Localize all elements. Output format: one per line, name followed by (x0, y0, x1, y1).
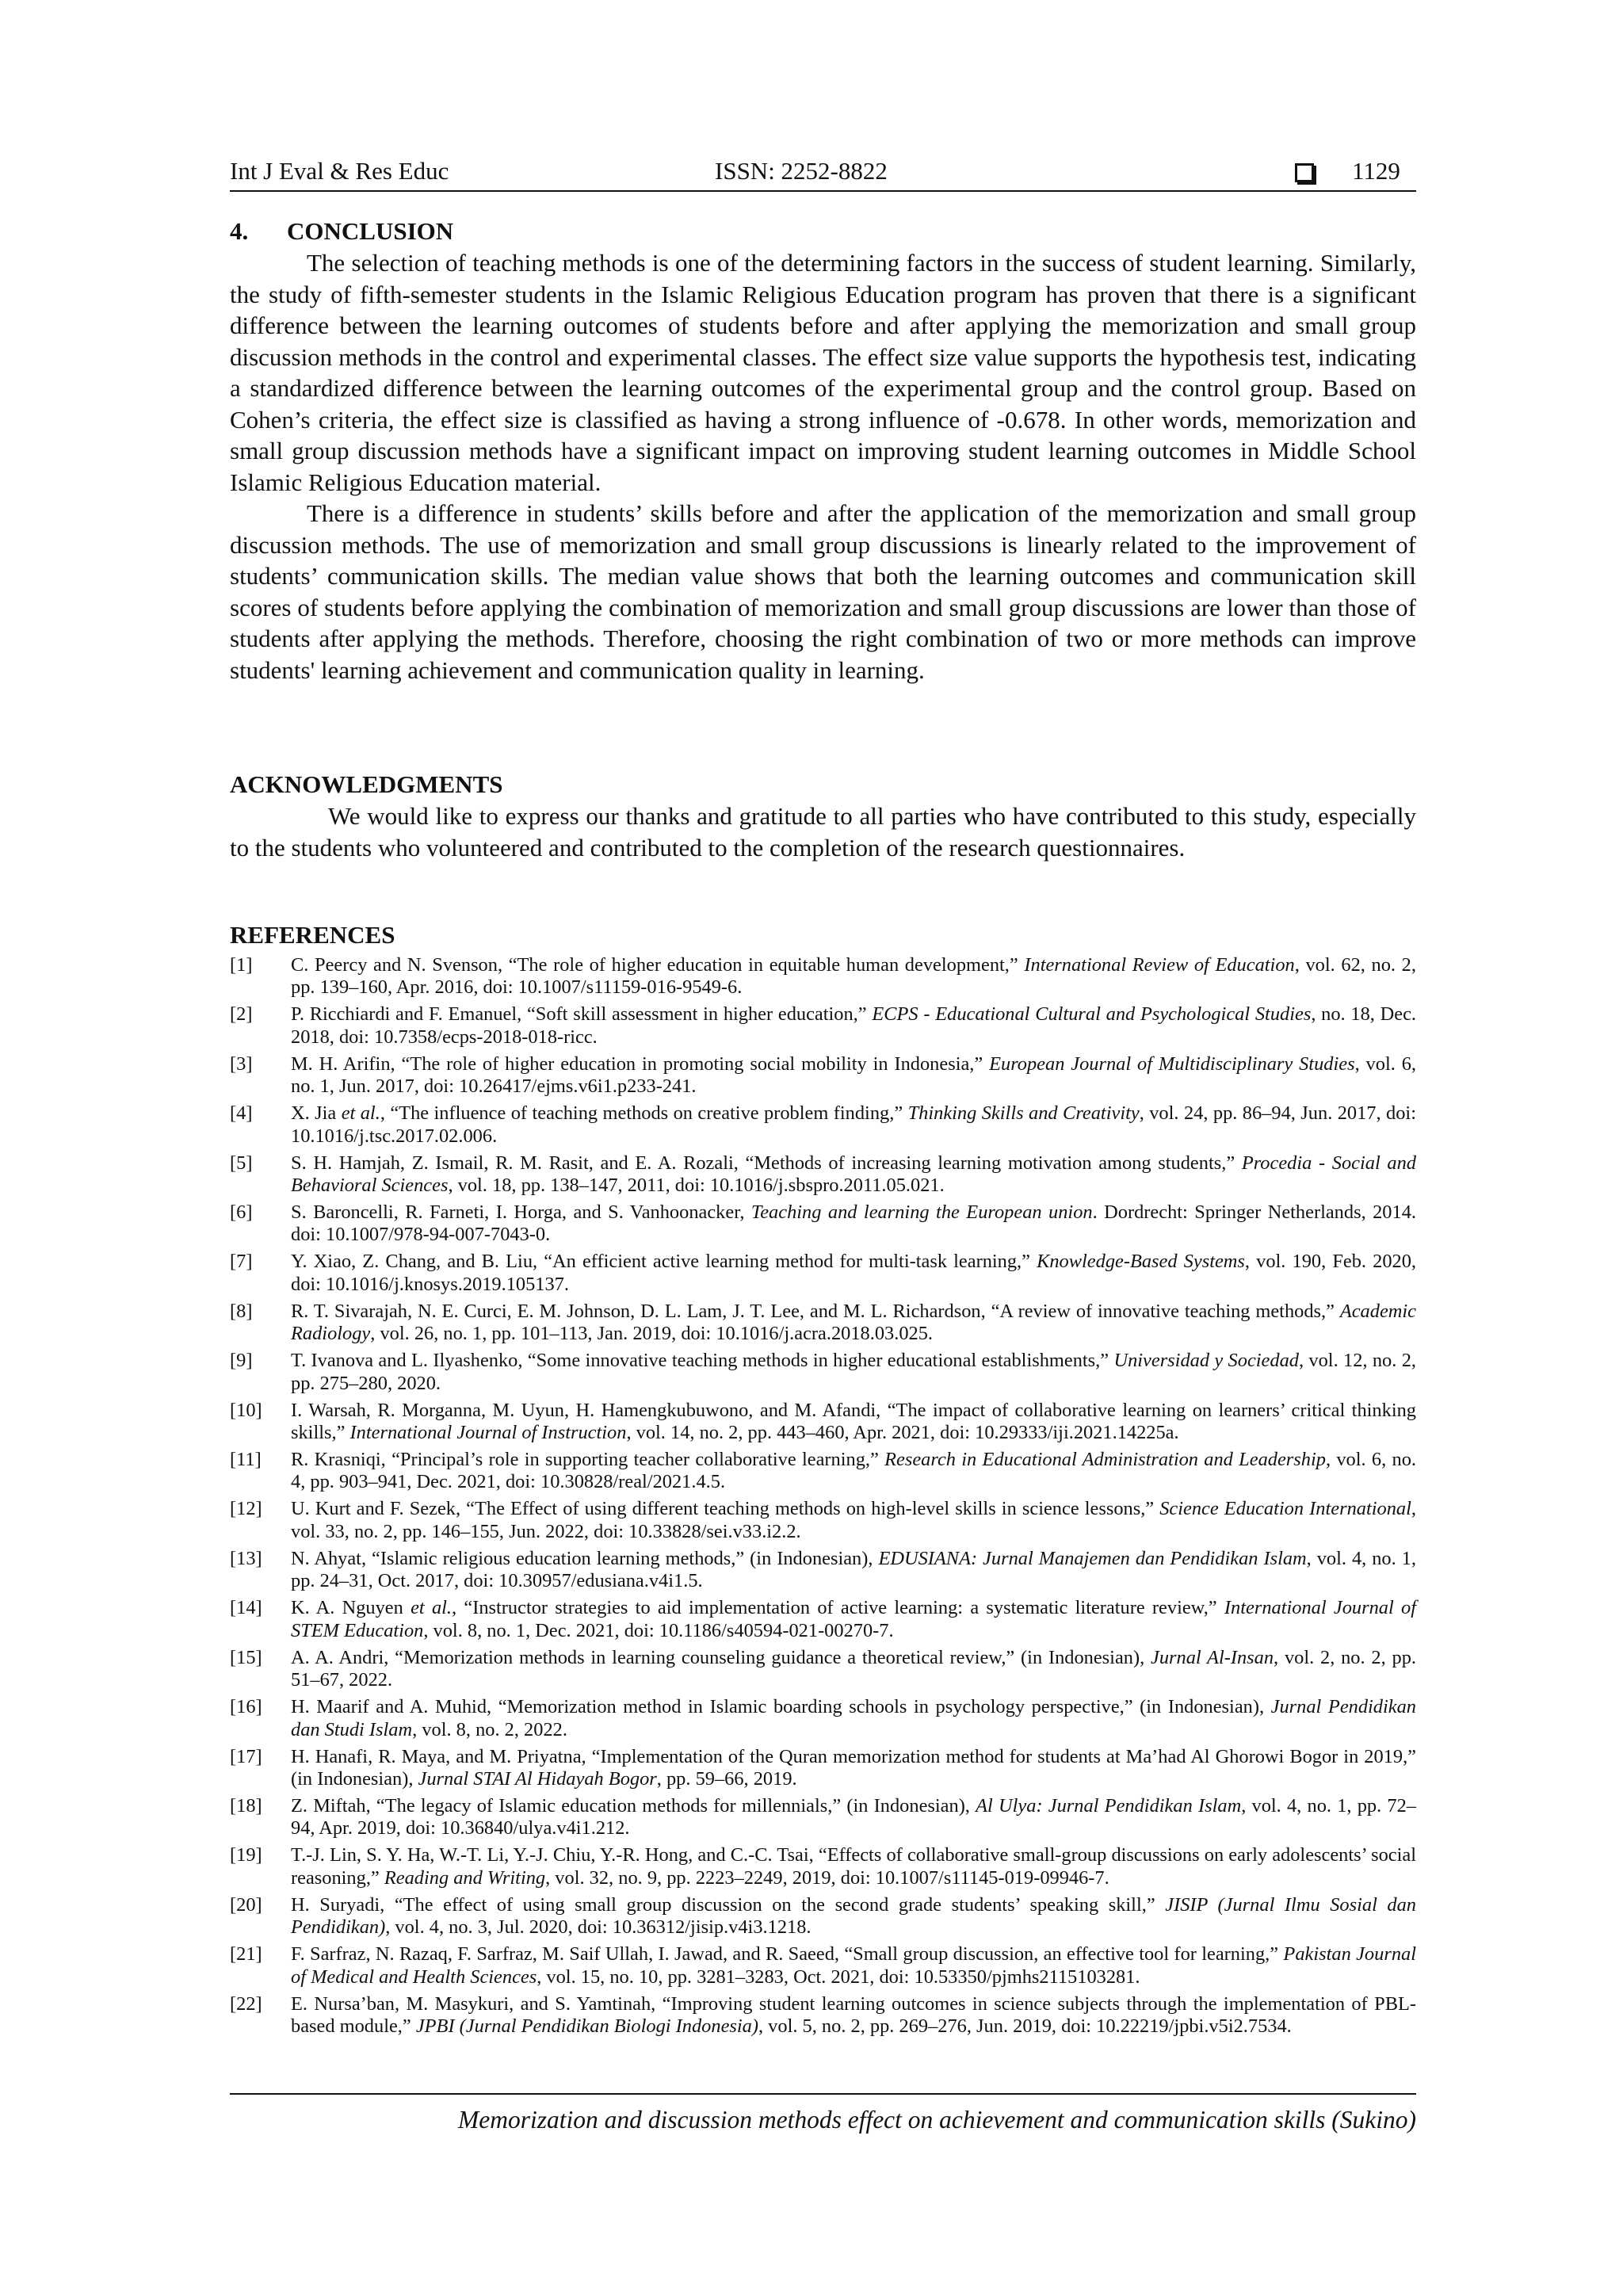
reference-fragment: , vol. 26, no. 1, pp. 101–113, Jan. 2019, doi: 10.1016/j.acra.2018.03.025. (370, 1323, 934, 1345)
reference-number: [15] (230, 1646, 262, 1668)
reference-number: [8] (230, 1300, 253, 1322)
acknowledgments-heading: ACKNOWLEDGMENTS (230, 770, 503, 798)
conclusion-body (230, 247, 1416, 686)
running-footer: Memorization and discussion methods effect on achievement and communication skills (Sukino) (457, 2106, 1416, 2134)
reference-item (230, 1400, 1416, 1445)
reference-item (230, 1152, 1416, 1198)
reference-text (291, 1152, 1416, 1198)
reference-item (230, 1498, 1416, 1543)
reference-source: Reading and Writing (384, 1866, 546, 1889)
reference-fragment: , vol. 14, no. 2, pp. 443–460, Apr. 2021, doi: 10.29333/iji.2021.14225a. (626, 1422, 1179, 1444)
reference-text (291, 1053, 1416, 1098)
reference-text (291, 1647, 1416, 1692)
reference-text (291, 1894, 1416, 1939)
reference-number: [21] (230, 1943, 262, 1966)
reference-item (230, 1597, 1416, 1642)
reference-item (230, 1894, 1416, 1939)
reference-fragment: Z. Miftah, “The legacy of Islamic education methods for millennials,” (in Indonesian), (291, 1794, 976, 1817)
checkbox-icon (1295, 163, 1314, 182)
reference-text (291, 1251, 1416, 1296)
reference-number: [17] (230, 1745, 262, 1767)
reference-source: Knowledge-Based Systems (1037, 1251, 1245, 1273)
conclusion-heading (230, 216, 1416, 247)
reference-fragment: , no. 18, Dec. 2018, doi: 10.7358/ecps-2018-018-ricc. (291, 1003, 1416, 1048)
reference-source: International Journal of STEM Education (291, 1597, 1416, 1641)
reference-fragment: , vol. 6, no. 4, pp. 903–941, Dec. 2021, doi: 10.30828/real/2021.4.5. (291, 1449, 1417, 1493)
reference-fragment: , vol. 18, pp. 138–147, 2011, doi: 10.1016/j.sbspro.2011.05.021. (448, 1175, 945, 1197)
reference-source: et al. (411, 1597, 453, 1619)
reference-number: [14] (230, 1597, 262, 1619)
reference-number: [6] (230, 1201, 253, 1224)
reference-item (230, 1993, 1416, 2038)
reference-number: [19] (230, 1844, 262, 1866)
page-number-box (1295, 155, 1400, 187)
reference-item (230, 1844, 1416, 1889)
reference-item (230, 1548, 1416, 1593)
reference-fragment: S. Baroncelli, R. Farneti, I. Horga, and S. Vanhoonacker, (291, 1201, 751, 1224)
reference-source: European Journal of Multidisciplinary Studies (989, 1052, 1355, 1075)
reference-source: Academic Radiology (291, 1300, 1416, 1345)
reference-number: [12] (230, 1498, 262, 1520)
conclusion-paragraph: The selection of teaching methods is one of the determining factors in the success of student learning. Similarly, the study of fifth-semester students in the Islamic Religious Education program has proven that there is a significant difference between the learning outcomes of students before and after applying the memorization and small group discussion methods in the control and experimental classes. The effect size value supports the hypothesis test, indicating a standardized difference between the learning outcomes of the experimental group and the control group. Based on Cohen’s criteria, the effect size is classified as having a strong influence of -0.678. In other words, memorization and small group discussion methods have a significant impact on improving student learning outcomes in Middle School Islamic Religious Education material. (230, 249, 1416, 496)
reference-item (230, 1647, 1416, 1692)
reference-text (291, 1003, 1416, 1049)
header-divider (230, 190, 1416, 192)
reference-fragment: , vol. 6, no. 1, Jun. 2017, doi: 10.26417/ejms.v6i1.p233-241. (291, 1052, 1416, 1098)
acknowledgments-paragraph: We would like to express our thanks and gratitude to all parties who have contributed to this study, especially to the students who volunteered and contributed to the completion of the research questionnaires. (230, 802, 1416, 861)
reference-source: Jurnal Al-Insan (1151, 1646, 1274, 1668)
page-number: 1129 (1352, 157, 1400, 185)
reference-source: Research in Educational Administration and Leadership (884, 1449, 1326, 1471)
reference-fragment: S. H. Hamjah, Z. Ismail, R. M. Rasit, and E. A. Rozali, “Methods of increasing learning motivation among students,” (291, 1152, 1242, 1174)
reference-fragment: , vol. 24, pp. 86–94, Jun. 2017, doi: 10.1016/j.tsc.2017.02.006. (291, 1102, 1416, 1147)
reference-item (230, 1449, 1416, 1494)
reference-fragment: T.-J. Lin, S. Y. Ha, W.-T. Li, Y.-J. Chiu, Y.-R. Hong, and C.-C. Tsai, “Effects of collaborative small-group discussions on early adolescents’ social reasoning,” (291, 1844, 1416, 1889)
reference-text (291, 1301, 1416, 1346)
reference-fragment: , vol. 33, no. 2, pp. 146–155, Jun. 2022, doi: 10.33828/sei.v33.i2.2. (291, 1498, 1416, 1542)
reference-list (230, 954, 1416, 2038)
reference-fragment: , vol. 4, no. 3, Jul. 2020, doi: 10.36312/jisip.v4i3.1218. (385, 1916, 812, 1939)
reference-item (230, 1746, 1416, 1791)
reference-fragment: H. Hanafi, R. Maya, and M. Priyatna, “Implementation of the Quran memorization method for students at Ma’had Al Ghorowi Bogor in 2019,” (in Indonesian), (291, 1745, 1416, 1790)
reference-text (291, 1449, 1416, 1494)
reference-text (291, 1102, 1416, 1148)
reference-text (291, 1993, 1416, 2038)
reference-item (230, 1350, 1416, 1395)
reference-source: International Journal of Instruction (349, 1422, 627, 1444)
reference-number: [20] (230, 1893, 262, 1916)
reference-number: [2] (230, 1003, 253, 1026)
reference-text (291, 954, 1416, 999)
reference-fragment: , vol. 5, no. 2, pp. 269–276, Jun. 2019, doi: 10.22219/jpbi.v5i2.7534. (758, 2015, 1292, 2037)
reference-fragment: X. Jia (291, 1102, 342, 1125)
reference-fragment: , vol. 12, no. 2, pp. 275–280, 2020. (291, 1350, 1416, 1394)
reference-source: et al. (341, 1102, 380, 1125)
reference-number: [9] (230, 1350, 253, 1372)
reference-item (230, 954, 1416, 999)
issn: ISSN: 2252-8822 (715, 157, 888, 185)
acknowledgments-body (230, 800, 1416, 863)
reference-item (230, 1251, 1416, 1296)
reference-fragment: A. A. Andri, “Memorization methods in learning counseling guidance a theoretical review,” (in Indonesian), (291, 1646, 1151, 1668)
journal-name: Int J Eval & Res Educ (230, 157, 449, 185)
reference-fragment: I. Warsah, R. Morganna, M. Uyun, H. Hamengkubuwono, and M. Afandi, “The impact of collaborative learning on learners’ critical thinking skills,” (291, 1399, 1416, 1444)
reference-source: Universidad y Sociedad (1113, 1350, 1299, 1372)
reference-fragment: , pp. 59–66, 2019. (656, 1767, 797, 1790)
reference-number: [3] (230, 1052, 253, 1075)
reference-fragment: K. A. Nguyen (291, 1597, 411, 1619)
reference-fragment: . Dordrecht: Springer Netherlands, 2014. doi: 10.1007/978-94-007-7043-0. (291, 1201, 1416, 1246)
reference-item (230, 1102, 1416, 1148)
reference-source: International Review of Education (1024, 954, 1295, 976)
reference-fragment: R. T. Sivarajah, N. E. Curci, E. M. Johnson, D. L. Lam, J. T. Lee, and M. L. Richardson, “A review of innovative teaching methods,” (291, 1300, 1340, 1322)
reference-fragment: , “Instructor strategies to aid implementation of active learning: a systematic literature review,” (452, 1597, 1224, 1619)
reference-source: Al Ulya: Jurnal Pendidikan Islam (976, 1794, 1242, 1817)
reference-fragment: , vol. 62, no. 2, pp. 139–160, Apr. 2016, doi: 10.1007/s11159-016-9549-6. (291, 954, 1416, 999)
reference-item (230, 1201, 1416, 1247)
reference-text (291, 1400, 1416, 1445)
reference-fragment: H. Maarif and A. Muhid, “Memorization method in Islamic boarding schools in psychology perspective,” (in Indonesian), (291, 1696, 1271, 1718)
reference-source: Pakistan Journal of Medical and Health Sciences (291, 1943, 1416, 1988)
reference-fragment: N. Ahyat, “Islamic religious education learning methods,” (in Indonesian), (291, 1547, 879, 1569)
conclusion-paragraph: There is a difference in students’ skills before and after the application of the memorization and small group discussion methods. The use of memorization and small group discussions is linearly related to the improvement of students’ communication skills. The median value shows that both the learning outcomes and communication skill scores of students before applying the combination of memorization and small group discussions are lower than those of students after applying the methods. Therefore, choosing the right combination of two or more methods can improve students' learning achievement and communication quality in learning. (230, 499, 1416, 684)
reference-text (291, 1943, 1416, 1988)
reference-item (230, 1053, 1416, 1098)
reference-fragment: , vol. 32, no. 9, pp. 2223–2249, 2019, doi: 10.1007/s11145-019-09946-7. (545, 1866, 1109, 1889)
reference-fragment: , vol. 2, no. 2, pp. 51–67, 2022. (291, 1646, 1416, 1691)
reference-fragment: , vol. 190, Feb. 2020, doi: 10.1016/j.knosys.2019.105137. (291, 1251, 1417, 1295)
running-header (230, 155, 1416, 190)
reference-text (291, 1498, 1416, 1543)
reference-text (291, 1844, 1416, 1889)
reference-text (291, 1746, 1416, 1791)
reference-source: Jurnal Pendidikan dan Studi Islam (291, 1696, 1416, 1740)
reference-text (291, 1597, 1416, 1642)
reference-source: Teaching and learning the European union (750, 1201, 1093, 1224)
reference-fragment: , vol. 8, no. 2, 2022. (412, 1718, 567, 1740)
reference-fragment: C. Peercy and N. Svenson, “The role of higher education in equitable human development,” (291, 954, 1025, 976)
reference-number: [18] (230, 1794, 262, 1817)
reference-source: ECPS - Educational Cultural and Psychological Studies (872, 1003, 1312, 1026)
reference-number: [1] (230, 954, 253, 976)
reference-fragment: T. Ivanova and L. Ilyashenko, “Some innovative teaching methods in higher educational establishments,” (291, 1350, 1114, 1372)
reference-source: JISIP (Jurnal Ilmu Sosial dan Pendidikan) (291, 1893, 1417, 1939)
reference-fragment: F. Sarfraz, N. Razaq, F. Sarfraz, M. Saif Ullah, I. Jawad, and R. Saeed, “Small group discussion, an effective tool for learning,” (291, 1943, 1284, 1966)
reference-fragment: , vol. 15, no. 10, pp. 3281–3283, Oct. 2021, doi: 10.53350/pjmhs2115103281. (537, 1966, 1140, 1988)
reference-fragment: , “The influence of teaching methods on creative problem finding,” (380, 1102, 908, 1125)
reference-number: [5] (230, 1152, 253, 1174)
reference-text (291, 1350, 1416, 1395)
reference-item (230, 1301, 1416, 1346)
footer-divider (230, 2093, 1416, 2095)
reference-number: [22] (230, 1992, 262, 2015)
reference-text (291, 1696, 1416, 1741)
reference-fragment: P. Ricchiardi and F. Emanuel, “Soft skill assessment in higher education,” (291, 1003, 873, 1026)
reference-fragment: E. Nursa’ban, M. Masykuri, and S. Yamtinah, “Improving student learning outcomes in science subjects through the implementation of PBL-based module,” (291, 1992, 1416, 2037)
reference-fragment: , vol. 4, no. 1, pp. 72–94, Apr. 2019, doi: 10.36840/ulya.v4i1.212. (291, 1794, 1417, 1839)
reference-source: Thinking Skills and Creativity (907, 1102, 1140, 1125)
reference-source: Jurnal STAI Al Hidayah Bogor (418, 1767, 657, 1790)
reference-fragment: M. H. Arifin, “The role of higher education in promoting social mobility in Indonesia,” (291, 1052, 990, 1075)
reference-number: [16] (230, 1696, 262, 1718)
conclusion-section (230, 216, 1416, 686)
reference-number: [4] (230, 1102, 253, 1125)
references-heading: REFERENCES (230, 921, 395, 949)
section-title: CONCLUSION (287, 217, 454, 245)
reference-item (230, 1943, 1416, 1988)
reference-fragment: H. Suryadi, “The effect of using small group discussion on the second grade students’ speaking skill,” (291, 1893, 1166, 1916)
reference-item (230, 1003, 1416, 1049)
reference-number: [11] (230, 1449, 262, 1471)
reference-item (230, 1795, 1416, 1840)
reference-fragment: , vol. 8, no. 1, Dec. 2021, doi: 10.1186/s40594-021-00270-7. (423, 1619, 894, 1641)
section-number: 4. (230, 217, 249, 245)
reference-source: Science Education International (1159, 1498, 1411, 1520)
reference-number: [10] (230, 1399, 262, 1421)
reference-text (291, 1548, 1416, 1593)
reference-source: JPBI (Jurnal Pendidikan Biologi Indonesia) (415, 2015, 758, 2037)
reference-number: [7] (230, 1251, 253, 1273)
reference-text (291, 1795, 1416, 1840)
reference-fragment: U. Kurt and F. Sezek, “The Effect of using different teaching methods on high-level skills in science lessons,” (291, 1498, 1160, 1520)
reference-fragment: R. Krasniqi, “Principal’s role in supporting teacher collaborative learning,” (291, 1449, 885, 1471)
reference-fragment: Y. Xiao, Z. Chang, and B. Liu, “An efficient active learning method for multi-task learning,” (291, 1251, 1037, 1273)
reference-source: EDUSIANA: Jurnal Manajemen dan Pendidikan Islam (878, 1547, 1307, 1569)
reference-source: Procedia - Social and Behavioral Sciences (291, 1152, 1416, 1197)
reference-fragment: , vol. 4, no. 1, pp. 24–31, Oct. 2017, doi: 10.30957/edusiana.v4i1.5. (291, 1547, 1416, 1592)
references-section (230, 919, 1416, 2042)
acknowledgments-section (230, 769, 1416, 863)
reference-item (230, 1696, 1416, 1741)
reference-number: [13] (230, 1547, 262, 1569)
reference-text (291, 1201, 1416, 1247)
